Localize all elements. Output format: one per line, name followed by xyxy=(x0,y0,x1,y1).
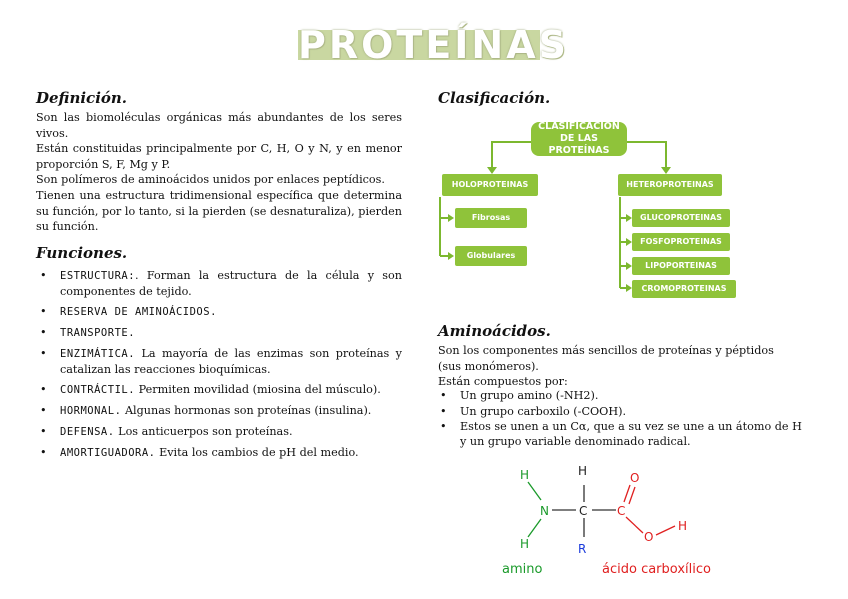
list-item: • Estos se unen a un Cα, que a su vez se une a un átomo de H y un grupo variable denominado radical. xyxy=(438,420,810,449)
function-keyword: TRANSPORTE. xyxy=(60,327,136,339)
list-item xyxy=(36,403,402,419)
atom-o: O xyxy=(644,530,654,544)
classification-heading: Clasificación. xyxy=(438,89,551,107)
atom-n: N xyxy=(540,504,549,518)
amino-label: amino xyxy=(502,562,543,577)
list-item: • Un grupo carboxilo (-COOH). xyxy=(438,405,810,420)
list-item xyxy=(36,346,402,377)
list-item xyxy=(36,325,402,341)
fibrous-box: Fibrosas xyxy=(455,208,527,228)
list-item xyxy=(36,304,402,320)
function-keyword: ESTRUCTURA: xyxy=(60,270,136,282)
functions-heading: Funciones. xyxy=(36,244,128,262)
bond-h-n-bottom xyxy=(528,519,541,537)
definition-line: Tienen una estructura tridimensional específica que determina su función, por lo tanto, si la pierden (se desnaturaliza), pierden su función. xyxy=(36,188,402,234)
list-item xyxy=(36,424,402,440)
amino-heading: Aminoácidos. xyxy=(438,322,551,340)
amino-acid-structure xyxy=(490,455,730,585)
function-keyword: ENZIMÁTICA. xyxy=(60,348,136,360)
amino-list xyxy=(438,389,810,450)
phosphoproteins-box: FOSFOPROTEINAS xyxy=(632,233,730,251)
atom-h: H xyxy=(520,468,530,482)
atom-h: H xyxy=(520,537,530,551)
atom-h: H xyxy=(578,464,588,478)
bond-h-n-top xyxy=(528,482,541,500)
definition-line: Son las biomoléculas orgánicas más abundantes de los seres vivos. xyxy=(36,111,402,140)
list-item xyxy=(36,382,402,398)
function-text: . Forman la estructura de la célula y son componentes de tejido. xyxy=(60,269,402,298)
function-text: Evita los cambios de pH del medio. xyxy=(155,446,359,459)
bond-c-o-double-2 xyxy=(629,487,635,504)
list-item xyxy=(36,268,402,299)
definition-heading: Definición. xyxy=(36,89,128,107)
function-keyword: RESERVA DE AMINOÁCIDOS. xyxy=(60,306,217,318)
function-text: Algunas hormonas son proteínas (insulina). xyxy=(121,404,372,417)
connector-line xyxy=(627,142,666,168)
function-text: Permiten movilidad (miosina del músculo). xyxy=(135,383,381,396)
glucoproteins-box: GLUCOPROTEINAS xyxy=(632,209,730,227)
chromoproteins-box: CROMOPROTEINAS xyxy=(632,280,736,298)
lipoproteins-box: LIPOPORTEINAS xyxy=(632,257,730,275)
atom-c-alpha: C xyxy=(579,504,588,518)
arrow-head xyxy=(661,167,671,174)
functions-list xyxy=(36,268,402,466)
arrow-head xyxy=(448,252,454,260)
connector-line xyxy=(492,142,531,168)
function-keyword: HORMONAL. xyxy=(60,405,122,417)
function-text: Los anticuerpos son proteínas. xyxy=(114,425,293,438)
definition-text xyxy=(36,110,402,235)
page-title: PROTEÍNAS xyxy=(298,23,570,67)
function-keyword: CONTRÁCTIL. xyxy=(60,384,136,396)
atom-h: H xyxy=(678,519,688,533)
globular-box: Globulares xyxy=(455,246,527,266)
list-item xyxy=(36,445,402,461)
definition-line: Son polímeros de aminoácidos unidos por enlaces peptídicos. xyxy=(36,173,385,187)
function-keyword: AMORTIGUADORA. xyxy=(60,447,156,459)
arrow-head xyxy=(487,167,497,174)
bond-o-h xyxy=(656,526,675,535)
bond-c-o xyxy=(626,517,643,533)
definition-line: Están constituidas principalmente por C, H, O y N, y en menor proporción S, F, Mg y P. xyxy=(36,142,402,171)
arrow-head xyxy=(448,214,454,222)
function-text: La mayoría de las enzimas son proteínas y catalizan las reacciones bioquímicas. xyxy=(60,347,402,376)
atom-r: R xyxy=(578,542,587,556)
function-keyword: DEFENSA. xyxy=(60,426,115,438)
atom-o: O xyxy=(630,471,640,485)
carboxylic-acid-label: ácido carboxílico xyxy=(602,562,711,577)
amino-composed: Están compuestos por: xyxy=(438,375,568,388)
bond-c-o-double-1 xyxy=(624,485,630,502)
list-item: • Un grupo amino (-NH2). xyxy=(438,389,810,404)
atom-c: C xyxy=(617,504,626,518)
holoproteins-box: HOLOPROTEINAS xyxy=(442,174,538,196)
heteroproteins-box: HETEROPROTEINAS xyxy=(618,174,722,196)
classification-root-box: CLASIFICACIÓN DE LAS PROTEÍNAS xyxy=(531,122,627,156)
amino-intro: Son los componentes más sencillos de proteínas y péptidos (sus monómeros). xyxy=(438,344,774,373)
